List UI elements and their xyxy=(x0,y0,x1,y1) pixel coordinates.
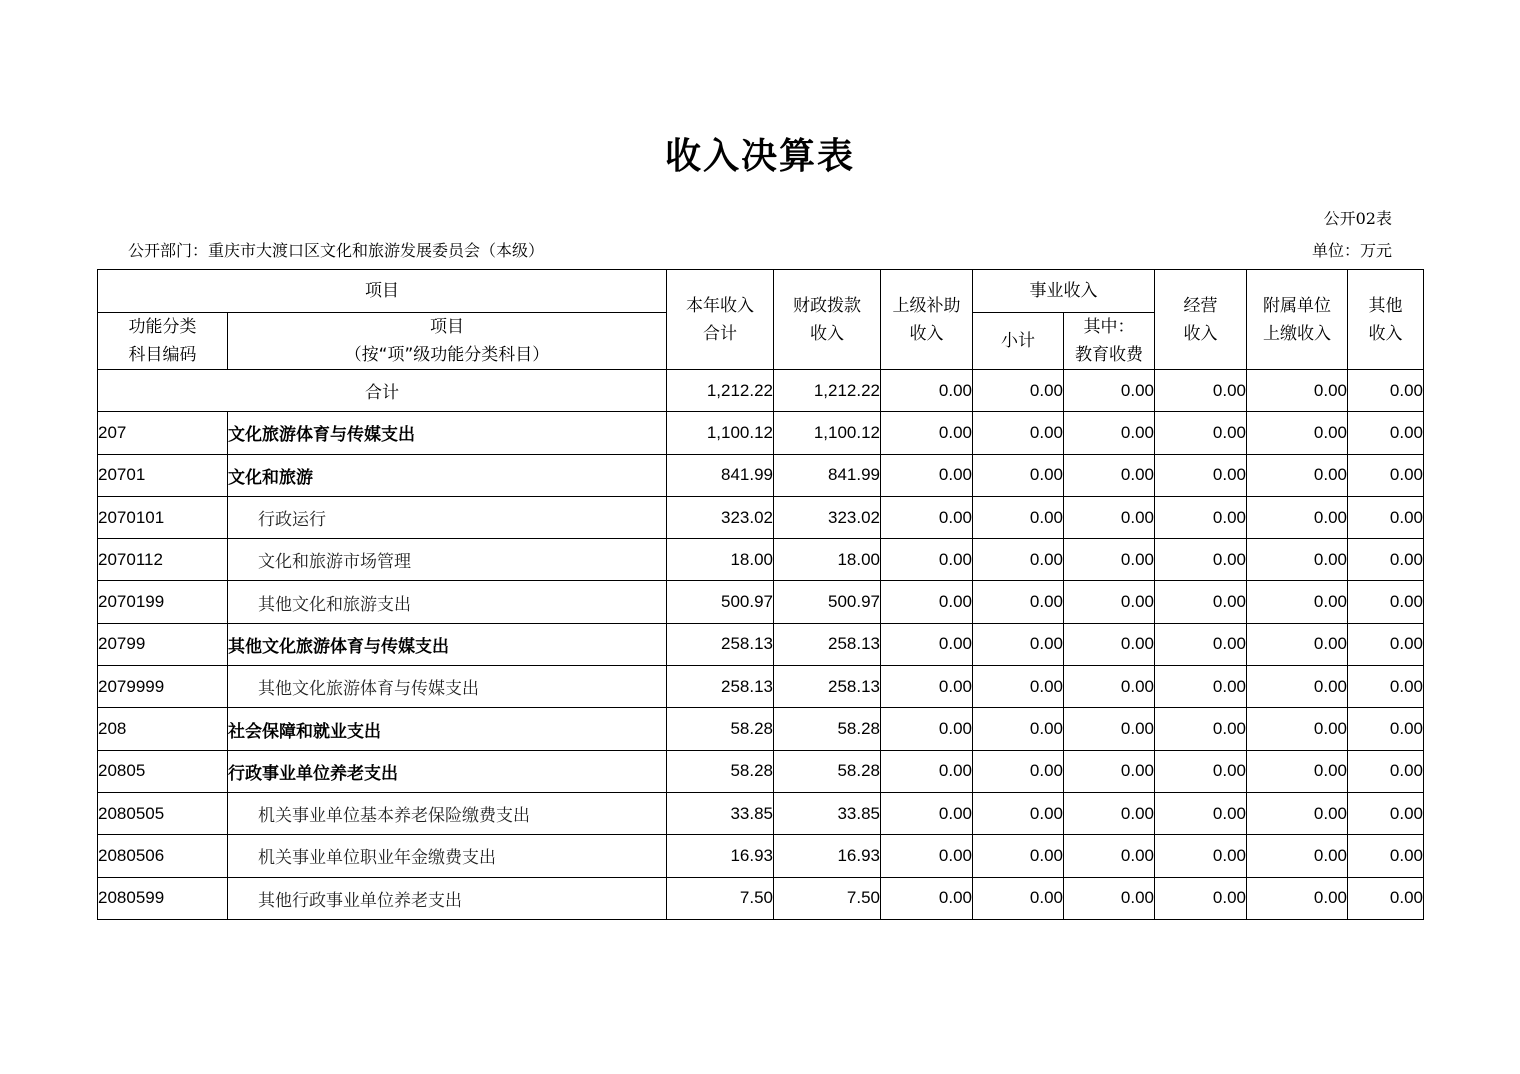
header-superior-line1: 上级补助 xyxy=(892,295,961,316)
row-value: 0.00 xyxy=(1155,581,1247,623)
row-value: 258.13 xyxy=(667,666,774,708)
table-number: 公开02表 xyxy=(1323,209,1392,228)
row-name: 机关事业单位职业年金缴费支出 xyxy=(228,835,667,877)
row-value: 0.00 xyxy=(881,877,973,919)
row-value: 16.93 xyxy=(667,835,774,877)
row-code: 2070199 xyxy=(98,581,228,623)
row-value: 33.85 xyxy=(667,792,774,834)
row-value: 0.00 xyxy=(881,496,973,538)
row-value: 0.00 xyxy=(973,835,1064,877)
row-value: 0.00 xyxy=(1155,623,1247,665)
row-value: 258.13 xyxy=(667,623,774,665)
row-name: 行政事业单位养老支出 xyxy=(228,750,667,792)
row-value: 0.00 xyxy=(1064,581,1155,623)
row-value: 258.13 xyxy=(774,623,881,665)
row-value: 0.00 xyxy=(1155,708,1247,750)
row-value: 0.00 xyxy=(1348,708,1424,750)
table-row xyxy=(98,623,1424,665)
row-name: 机关事业单位基本养老保险缴费支出 xyxy=(228,792,667,834)
row-code: 2080599 xyxy=(98,877,228,919)
row-value: 0.00 xyxy=(1247,750,1348,792)
total-value: 1,212.22 xyxy=(774,370,881,412)
row-code: 2079999 xyxy=(98,666,228,708)
row-value: 0.00 xyxy=(973,454,1064,496)
header-edu-line1: 其中： xyxy=(1083,317,1135,337)
row-value: 58.28 xyxy=(774,750,881,792)
row-value: 0.00 xyxy=(973,792,1064,834)
row-value: 0.00 xyxy=(1348,539,1424,581)
row-value: 0.00 xyxy=(1247,708,1348,750)
header-other xyxy=(1348,270,1424,370)
row-name: 行政运行 xyxy=(228,496,667,538)
row-value: 0.00 xyxy=(1155,496,1247,538)
row-name: 其他行政事业单位养老支出 xyxy=(228,877,667,919)
row-value: 0.00 xyxy=(881,412,973,454)
unit-label: 单位：万元 xyxy=(1311,241,1392,260)
row-value: 0.00 xyxy=(1348,792,1424,834)
row-value: 0.00 xyxy=(1064,666,1155,708)
row-value: 0.00 xyxy=(1064,454,1155,496)
row-value: 0.00 xyxy=(1348,623,1424,665)
row-value: 0.00 xyxy=(1247,792,1348,834)
total-value: 0.00 xyxy=(1155,370,1247,412)
row-value: 33.85 xyxy=(774,792,881,834)
row-value: 0.00 xyxy=(1155,454,1247,496)
header-operating-line1: 经营 xyxy=(1183,295,1218,316)
row-value: 0.00 xyxy=(1155,412,1247,454)
row-value: 0.00 xyxy=(1064,750,1155,792)
header-project: 项目 xyxy=(98,270,667,313)
row-code: 20701 xyxy=(98,454,228,496)
header-edu-line2: 教育收费 xyxy=(1075,345,1143,365)
row-value: 323.02 xyxy=(667,496,774,538)
row-value: 0.00 xyxy=(973,750,1064,792)
row-value: 0.00 xyxy=(1247,666,1348,708)
header-other-line1: 其他 xyxy=(1368,295,1403,316)
header-affiliated xyxy=(1247,270,1348,370)
row-code: 207 xyxy=(98,412,228,454)
row-value: 0.00 xyxy=(1348,877,1424,919)
table-row xyxy=(98,412,1424,454)
header-other-line2: 收入 xyxy=(1368,323,1403,344)
row-value: 58.28 xyxy=(667,708,774,750)
row-value: 0.00 xyxy=(1064,412,1155,454)
row-value: 0.00 xyxy=(973,496,1064,538)
table-row xyxy=(98,877,1424,919)
header-superior-line2: 收入 xyxy=(909,323,944,344)
row-value: 0.00 xyxy=(1348,496,1424,538)
row-value: 0.00 xyxy=(881,666,973,708)
header-superior xyxy=(881,270,973,370)
row-name: 社会保障和就业支出 xyxy=(228,708,667,750)
row-value: 0.00 xyxy=(881,708,973,750)
total-row xyxy=(98,370,1424,412)
income-report-table xyxy=(97,269,1424,920)
row-value: 0.00 xyxy=(1247,496,1348,538)
total-value: 0.00 xyxy=(881,370,973,412)
header-operating xyxy=(1155,270,1247,370)
table-row xyxy=(98,454,1424,496)
row-name: 其他文化和旅游支出 xyxy=(228,581,667,623)
row-value: 0.00 xyxy=(1064,496,1155,538)
header-func-code xyxy=(98,313,228,370)
row-value: 0.00 xyxy=(1247,412,1348,454)
header-item-line1: 项目 xyxy=(430,317,464,337)
row-value: 0.00 xyxy=(1348,666,1424,708)
header-affiliated-line1: 附属单位 xyxy=(1263,295,1331,316)
row-value: 0.00 xyxy=(973,581,1064,623)
row-name: 文化旅游体育与传媒支出 xyxy=(228,412,667,454)
row-value: 0.00 xyxy=(1348,581,1424,623)
row-value: 0.00 xyxy=(1155,835,1247,877)
row-value: 0.00 xyxy=(1247,835,1348,877)
row-value: 0.00 xyxy=(1064,835,1155,877)
row-value: 0.00 xyxy=(881,581,973,623)
row-value: 0.00 xyxy=(973,666,1064,708)
row-value: 18.00 xyxy=(774,539,881,581)
row-value: 0.00 xyxy=(881,792,973,834)
row-value: 0.00 xyxy=(1064,877,1155,919)
header-item-line2: （按“项”级功能分类科目） xyxy=(344,345,550,365)
table-row xyxy=(98,792,1424,834)
total-value: 0.00 xyxy=(973,370,1064,412)
row-value: 0.00 xyxy=(1348,835,1424,877)
total-value: 0.00 xyxy=(1247,370,1348,412)
row-value: 0.00 xyxy=(1348,750,1424,792)
total-label: 合计 xyxy=(98,370,667,412)
row-code: 2070112 xyxy=(98,539,228,581)
row-code: 20805 xyxy=(98,750,228,792)
total-value: 0.00 xyxy=(1348,370,1424,412)
row-value: 58.28 xyxy=(774,708,881,750)
row-value: 58.28 xyxy=(667,750,774,792)
row-value: 0.00 xyxy=(1348,412,1424,454)
row-value: 841.99 xyxy=(774,454,881,496)
row-name: 文化和旅游市场管理 xyxy=(228,539,667,581)
table-row xyxy=(98,539,1424,581)
row-value: 0.00 xyxy=(973,708,1064,750)
table-row xyxy=(98,496,1424,538)
total-value: 1,212.22 xyxy=(667,370,774,412)
row-value: 0.00 xyxy=(881,539,973,581)
header-total-line2: 合计 xyxy=(703,323,737,344)
row-value: 0.00 xyxy=(1247,877,1348,919)
row-value: 0.00 xyxy=(1064,623,1155,665)
total-value: 0.00 xyxy=(1064,370,1155,412)
row-value: 1,100.12 xyxy=(774,412,881,454)
row-value: 0.00 xyxy=(973,877,1064,919)
row-value: 0.00 xyxy=(1155,750,1247,792)
row-value: 0.00 xyxy=(1247,539,1348,581)
row-value: 0.00 xyxy=(1155,666,1247,708)
row-value: 0.00 xyxy=(1064,708,1155,750)
row-value: 841.99 xyxy=(667,454,774,496)
row-value: 0.00 xyxy=(1155,877,1247,919)
header-item xyxy=(228,313,667,370)
row-value: 258.13 xyxy=(774,666,881,708)
table-row xyxy=(98,581,1424,623)
row-code: 208 xyxy=(98,708,228,750)
row-code: 20799 xyxy=(98,623,228,665)
row-code: 2080506 xyxy=(98,835,228,877)
header-affiliated-line2: 上缴收入 xyxy=(1263,323,1331,344)
row-value: 0.00 xyxy=(1247,454,1348,496)
row-value: 0.00 xyxy=(881,750,973,792)
row-value: 0.00 xyxy=(881,623,973,665)
header-func-code-line2: 科目编码 xyxy=(128,345,197,365)
row-value: 1,100.12 xyxy=(667,412,774,454)
header-total-line1: 本年收入 xyxy=(686,295,754,316)
row-value: 0.00 xyxy=(1348,454,1424,496)
row-value: 500.97 xyxy=(667,581,774,623)
row-name: 文化和旅游 xyxy=(228,454,667,496)
row-value: 18.00 xyxy=(667,539,774,581)
row-value: 0.00 xyxy=(1247,581,1348,623)
row-value: 0.00 xyxy=(973,623,1064,665)
row-value: 16.93 xyxy=(774,835,881,877)
row-value: 0.00 xyxy=(1155,539,1247,581)
row-value: 0.00 xyxy=(1155,792,1247,834)
header-business: 事业收入 xyxy=(973,270,1155,313)
table-body xyxy=(98,370,1424,920)
row-value: 0.00 xyxy=(881,454,973,496)
row-value: 7.50 xyxy=(774,877,881,919)
header-func-code-line1: 功能分类 xyxy=(128,317,197,337)
header-total xyxy=(667,270,774,370)
row-value: 0.00 xyxy=(973,412,1064,454)
table-row xyxy=(98,750,1424,792)
header-fiscal-line1: 财政拨款 xyxy=(793,295,861,316)
row-value: 500.97 xyxy=(774,581,881,623)
header-operating-line2: 收入 xyxy=(1183,323,1218,344)
row-value: 0.00 xyxy=(881,835,973,877)
row-value: 323.02 xyxy=(774,496,881,538)
header-fiscal-line2: 收入 xyxy=(810,323,844,344)
row-value: 0.00 xyxy=(1247,623,1348,665)
header-edu xyxy=(1064,313,1155,370)
header-fiscal xyxy=(774,270,881,370)
row-name: 其他文化旅游体育与传媒支出 xyxy=(228,623,667,665)
table-row xyxy=(98,708,1424,750)
row-code: 2080505 xyxy=(98,792,228,834)
row-value: 7.50 xyxy=(667,877,774,919)
row-value: 0.00 xyxy=(973,539,1064,581)
department-label: 公开部门：重庆市大渡口区文化和旅游发展委员会（本级） xyxy=(128,241,545,260)
page-title: 收入决算表 xyxy=(664,136,855,177)
row-value: 0.00 xyxy=(1064,539,1155,581)
header-subtotal: 小计 xyxy=(973,313,1064,370)
row-code: 2070101 xyxy=(98,496,228,538)
table-row xyxy=(98,835,1424,877)
row-name: 其他文化旅游体育与传媒支出 xyxy=(228,666,667,708)
table-row xyxy=(98,666,1424,708)
row-value: 0.00 xyxy=(1064,792,1155,834)
